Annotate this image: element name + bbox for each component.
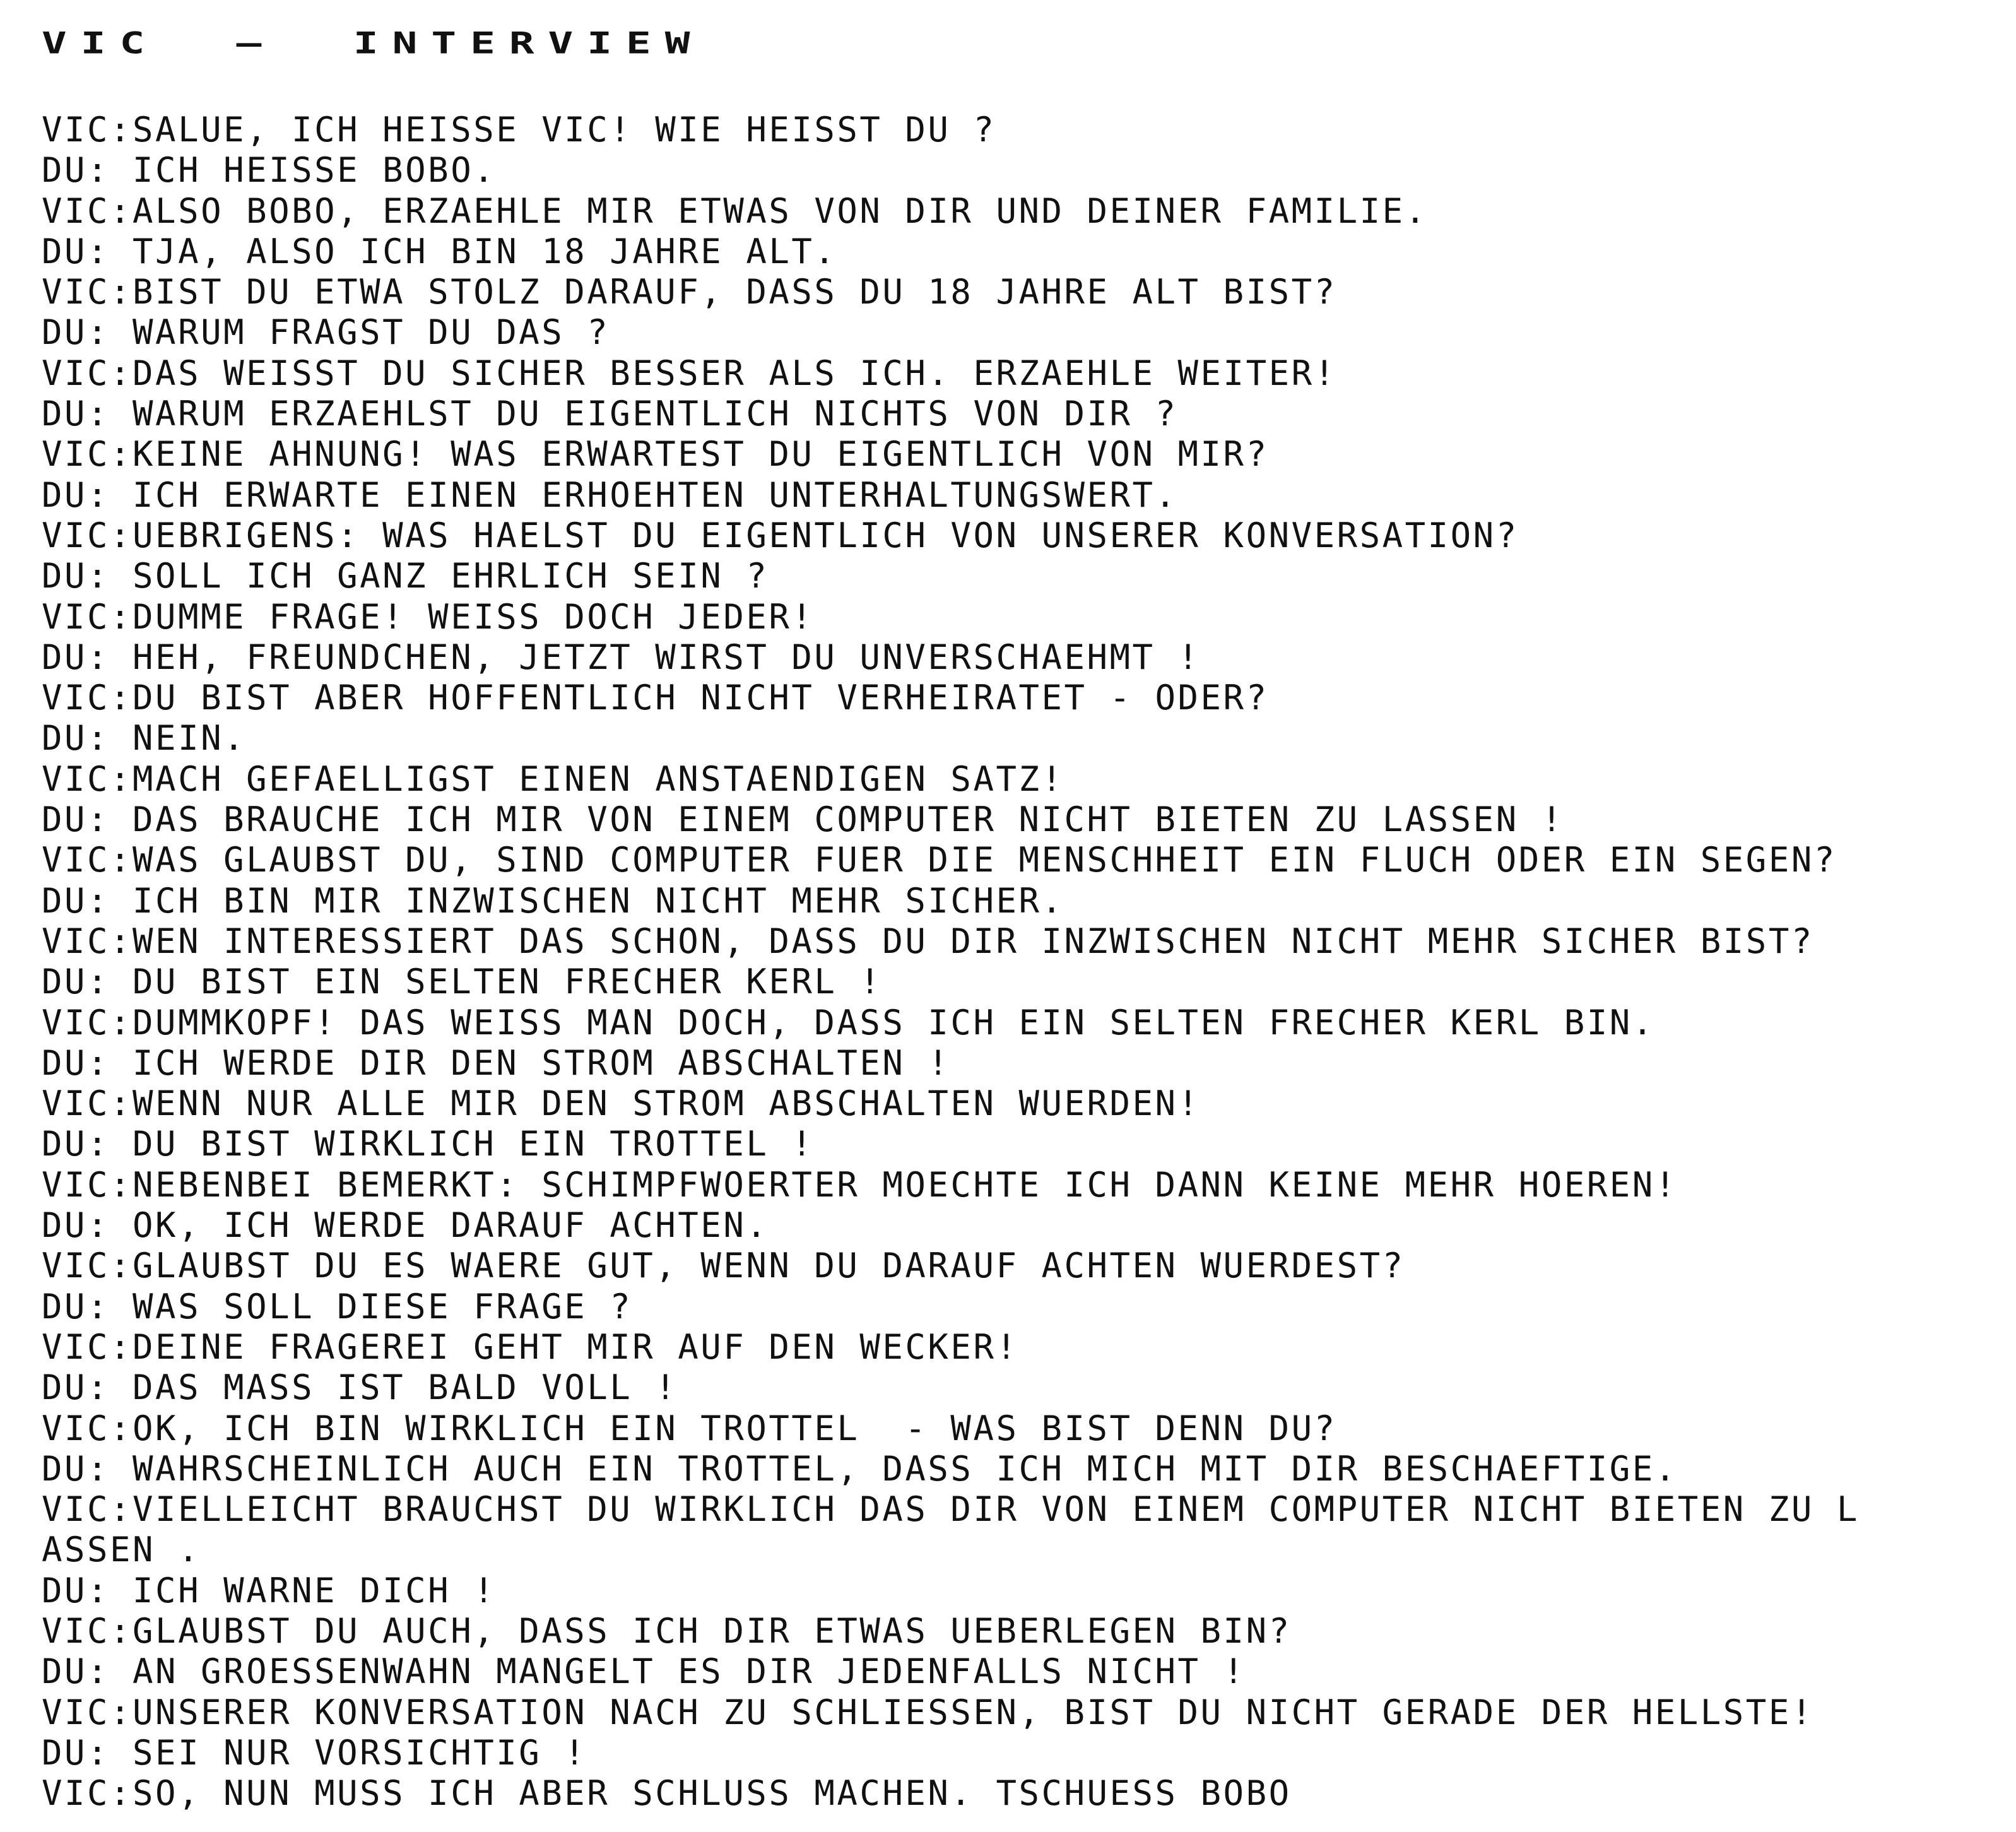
transcript-line: VIC:GLAUBST DU ES WAERE GUT, WENN DU DARAUF ACHTEN WUERDEST? — [42, 1246, 1405, 1286]
transcript-line: DU: TJA, ALSO ICH BIN 18 JAHRE ALT. — [42, 231, 837, 271]
transcript-line: VIC:DU BIST ABER HOFFENTLICH NICHT VERHEIRATET - ODER? — [42, 678, 1269, 718]
transcript-line: VIC:KEINE AHNUNG! WAS ERWARTEST DU EIGENTLICH VON MIR? — [42, 434, 1269, 475]
transcript-line: VIC:SO, NUN MUSS ICH ABER SCHLUSS MACHEN. TSCHUESS BOBO — [42, 1773, 1292, 1814]
transcript-line: VIC:SALUE, ICH HEISSE VIC! WIE HEISST DU ? — [42, 110, 996, 150]
document-title: VIC — INTERVIEW — [42, 25, 704, 61]
transcript-line: VIC:DEINE FRAGEREI GEHT MIR AUF DEN WECKER! — [42, 1327, 1019, 1367]
transcript-line: VIC:UEBRIGENS: WAS HAELST DU EIGENTLICH VON UNSERER KONVERSATION? — [42, 515, 1519, 555]
transcript-line: VIC:WENN NUR ALLE MIR DEN STROM ABSCHALTEN WUERDEN! — [42, 1084, 1201, 1124]
transcript-line: DU: SOLL ICH GANZ EHRLICH SEIN ? — [42, 556, 769, 596]
transcript-line: VIC:ALSO BOBO, ERZAEHLE MIR ETWAS VON DIR UND DEINER FAMILIE. — [42, 191, 1428, 231]
transcript-line: DU: ICH WERDE DIR DEN STROM ABSCHALTEN ! — [42, 1043, 951, 1083]
transcript-line: ASSEN . — [42, 1530, 201, 1570]
transcript-line: DU: ICH ERWARTE EINEN ERHOEHTEN UNTERHALTUNGSWERT. — [42, 475, 1178, 515]
transcript-line: DU: NEIN. — [42, 718, 247, 759]
interview-transcript — [42, 110, 1860, 1814]
transcript-line: DU: WAS SOLL DIESE FRAGE ? — [42, 1286, 633, 1327]
transcript-line: VIC:DUMME FRAGE! WEISS DOCH JEDER! — [42, 596, 815, 637]
transcript-line: VIC:DAS WEISST DU SICHER BESSER ALS ICH. ERZAEHLE WEITER! — [42, 353, 1337, 393]
transcript-line: VIC:UNSERER KONVERSATION NACH ZU SCHLIESSEN, BIST DU NICHT GERADE DER HELLSTE! — [42, 1692, 1814, 1732]
transcript-line: VIC:WEN INTERESSIERT DAS SCHON, DASS DU DIR INZWISCHEN NICHT MEHR SICHER BIST? — [42, 921, 1814, 961]
transcript-line: DU: WAHRSCHEINLICH AUCH EIN TROTTEL, DASS ICH MICH MIT DIR BESCHAEFTIGE. — [42, 1448, 1678, 1489]
transcript-line: DU: ICH HEISSE BOBO. — [42, 150, 497, 191]
transcript-line: DU: DU BIST EIN SELTEN FRECHER KERL ! — [42, 962, 883, 1002]
transcript-line: DU: ICH WARNE DICH ! — [42, 1570, 497, 1610]
transcript-line: DU: AN GROESSENWAHN MANGELT ES DIR JEDENFALLS NICHT ! — [42, 1652, 1246, 1692]
transcript-line: DU: HEH, FREUNDCHEN, JETZT WIRST DU UNVERSCHAEHMT ! — [42, 637, 1201, 677]
transcript-line: DU: ICH BIN MIR INZWISCHEN NICHT MEHR SICHER. — [42, 880, 1064, 921]
transcript-line: VIC:VIELLEICHT BRAUCHST DU WIRKLICH DAS DIR VON EINEM COMPUTER NICHT BIETEN ZU L — [42, 1489, 1860, 1530]
transcript-line: VIC:BIST DU ETWA STOLZ DARAUF, DASS DU 18 JAHRE ALT BIST? — [42, 272, 1337, 312]
transcript-line: VIC:WAS GLAUBST DU, SIND COMPUTER FUER DIE MENSCHHEIT EIN FLUCH ODER EIN SEGEN? — [42, 840, 1837, 880]
transcript-line: VIC:NEBENBEI BEMERKT: SCHIMPFWOERTER MOECHTE ICH DANN KEINE MEHR HOEREN! — [42, 1164, 1678, 1205]
transcript-line: VIC:DUMMKOPF! DAS WEISS MAN DOCH, DASS ICH EIN SELTEN FRECHER KERL BIN. — [42, 1002, 1655, 1043]
transcript-line: VIC:OK, ICH BIN WIRKLICH EIN TROTTEL - WAS BIST DENN DU? — [42, 1408, 1337, 1448]
transcript-line: DU: OK, ICH WERDE DARAUF ACHTEN. — [42, 1205, 769, 1246]
transcript-line: DU: DAS BRAUCHE ICH MIR VON EINEM COMPUTER NICHT BIETEN ZU LASSEN ! — [42, 800, 1564, 840]
transcript-line: DU: WARUM FRAGST DU DAS ? — [42, 312, 610, 353]
transcript-line: VIC:GLAUBST DU AUCH, DASS ICH DIR ETWAS UEBERLEGEN BIN? — [42, 1610, 1292, 1651]
transcript-line: DU: DU BIST WIRKLICH EIN TROTTEL ! — [42, 1124, 815, 1164]
transcript-line: DU: DAS MASS IST BALD VOLL ! — [42, 1368, 678, 1408]
transcript-line: VIC:MACH GEFAELLIGST EINEN ANSTAENDIGEN SATZ! — [42, 759, 1064, 799]
transcript-line: DU: SEI NUR VORSICHTIG ! — [42, 1732, 587, 1773]
transcript-line: DU: WARUM ERZAEHLST DU EIGENTLICH NICHTS VON DIR ? — [42, 394, 1178, 434]
